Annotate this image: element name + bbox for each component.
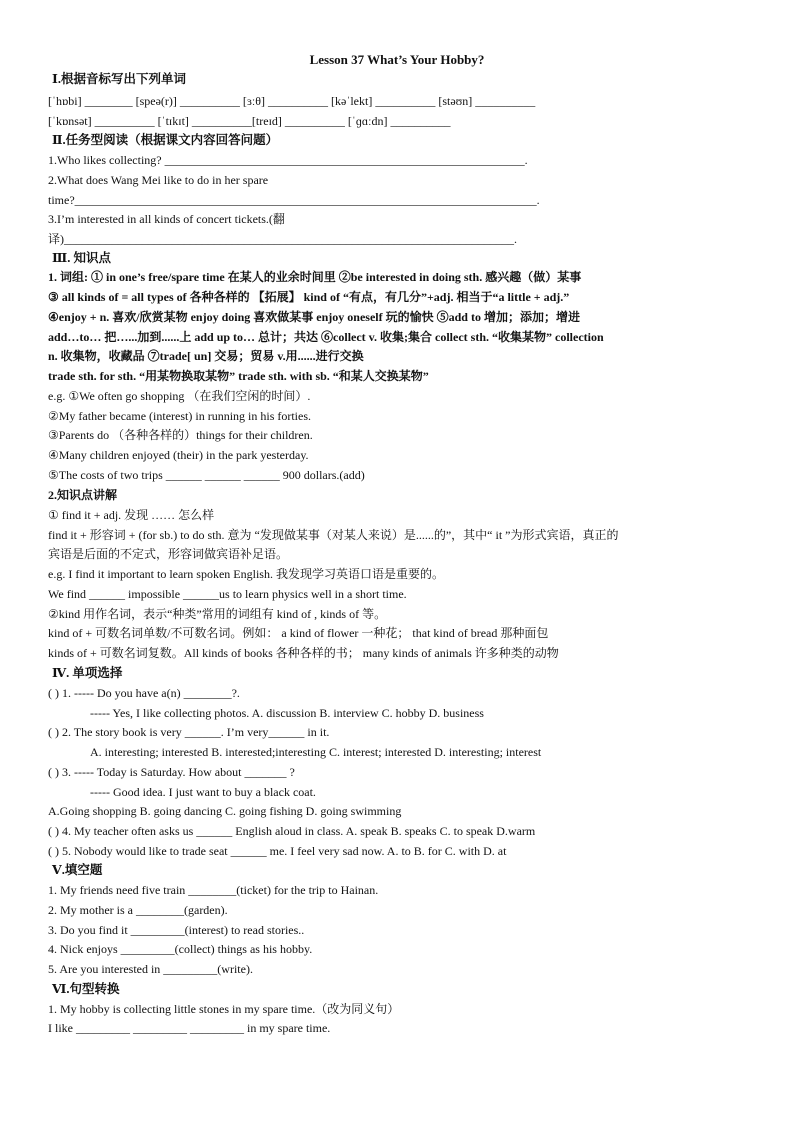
line-s5-q4: 4. Nick enjoys _________(collect) things as his hobby. xyxy=(48,942,313,956)
line-s3-2h: kinds of + 可数名词复数。All kinds of books 各种各样的书； many kinds of animals 许多种类的动物 xyxy=(48,646,559,660)
line-s2-q1: 1.Who likes collecting? ____________________________________________________________. xyxy=(48,153,528,167)
line-s3-eg5: ⑤The costs of two trips ______ ______ ______ 900 dollars.(add) xyxy=(48,468,365,482)
line-s3-2head: 2.知识点讲解 xyxy=(48,488,118,502)
line-s6-q1: 1. My hobby is collecting little stones in my spare time.（改为同义句） xyxy=(48,1002,400,1016)
line-s3-2f: ②kind 用作名词，表示“种类”常用的词组有 kind of , kinds of 等。 xyxy=(48,607,387,621)
line-s2-q3a: 3.I’m interested in all kinds of concert tickets.(翻 xyxy=(48,212,285,226)
line-s3-l5: n. 收集物，收藏品 ⑦trade[ un] 交易；贸易 v.用......进行交换 xyxy=(48,349,364,363)
line-s3-l6: trade sth. for sth. “用某物换取某物” trade sth. with sb. “和某人交换某物” xyxy=(48,369,429,383)
line-s3-2c: 宾语是后面的不定式，形容词做宾语补足语。 xyxy=(48,547,289,561)
line-s4-q3b: ----- Good idea. I just want to buy a black coat. xyxy=(90,785,316,799)
line-s3-eg1: e.g. ①We often go shopping （在我们空闲的时间）. xyxy=(48,389,311,403)
line-s4-head: Ⅳ. 单项选择 xyxy=(52,666,123,680)
line-s3-2d: e.g. I find it important to learn spoken English. 我发现学习英语口语是重要的。 xyxy=(48,567,444,581)
line-s2-q3b: 译)___________________________________________________________________________. xyxy=(48,232,517,246)
line-s3-l4: add…to… 把…...加到......上 add up to… 总计；共达 ⑥collect v. 收集;集合 collect sth. “收集某物” collection xyxy=(48,330,604,344)
line-s3-l3: ④enjoy + n. 喜欢/欣赏某物 enjoy doing 喜欢做某事 enjoy oneself 玩的愉快 ⑤add to 增加；添加；增进 xyxy=(48,310,580,324)
line-s1-head: Ⅰ.根据音标写出下列单词 xyxy=(52,72,186,86)
line-s3-2g: kind of + 可数名词单数/不可数名词。例如： a kind of flower 一种花； that kind of bread 那种面包 xyxy=(48,626,549,640)
line-s4-q2b: A. interesting; interested B. interested;interesting C. interest; interested D. interesting; interest xyxy=(90,745,542,759)
line-s3-eg2: ②My father became (interest) in running in his forties. xyxy=(48,409,312,423)
line-s3-eg4: ④Many children enjoyed (their) in the park yesterday. xyxy=(48,448,309,462)
line-s6-q1b: I like _________ _________ _________ in my spare time. xyxy=(48,1021,331,1035)
line-s3-2b: find it + 形容词 + (for sb.) to do sth. 意为 “发现做某事（对某人来说）是......的”，其中“ it ”为形式宾语，真正的 xyxy=(48,528,619,542)
line-s4-q1: ( ) 1. ----- Do you have a(n) ________?. xyxy=(48,686,240,700)
line-s3-head: Ⅲ. 知识点 xyxy=(52,251,111,265)
line-s4-q3c: A.Going shopping B. going dancing C. going fishing D. going swimming xyxy=(48,804,402,818)
line-s4-q1b: ----- Yes, I like collecting photos. A. discussion B. interview C. hobby D. business xyxy=(90,706,484,720)
line-s5-q3: 3. Do you find it _________(interest) to read stories.. xyxy=(48,923,305,937)
line-s4-q3: ( ) 3. ----- Today is Saturday. How about _______ ? xyxy=(48,765,295,779)
line-s4-q5: ( ) 5. Nobody would like to trade seat ______ me. I feel very sad now. A. to B. for C. with D. at xyxy=(48,844,507,858)
line-s1-row1: [ˈhɒbi] ________ [speə(r)] __________ [ɜːθ] __________ [kəˈlekt] __________ [stəʊn] __________ xyxy=(48,94,536,108)
page-title: Lesson 37 What’s Your Hobby? xyxy=(309,52,485,67)
line-s6-head: Ⅵ.句型转换 xyxy=(52,982,120,996)
line-s3-eg3: ③Parents do （各种各样的）things for their children. xyxy=(48,428,313,442)
line-s4-q2: ( ) 2. The story book is very ______. I’m very______ in it. xyxy=(48,725,330,739)
line-s3-2a: ① find it + adj. 发现 …… 怎么样 xyxy=(48,508,215,522)
line-s2-q2b: time?_____________________________________________________________________________. xyxy=(48,193,540,207)
line-s3-l1: 1. 词组: ① in one’s free/spare time 在某人的业余时间里 ②be interested in doing sth. 感兴趣（做）某事 xyxy=(48,270,582,284)
line-s5-q1: 1. My friends need five train ________(ticket) for the trip to Hainan. xyxy=(48,883,379,897)
line-s3-l2: ③ all kinds of = all types of 各种各样的 【拓展】 kind of “有点，有几分”+adj. 相当于“a little + adj.” xyxy=(48,290,570,304)
line-s1-row2: [ˈkɒnsət] __________ [ˈtɪkɪt] __________[treɪd] __________ [ˈɡɑːdn] __________ xyxy=(48,114,451,128)
line-s5-q2: 2. My mother is a ________(garden). xyxy=(48,903,228,917)
line-s3-2e: We find ______ impossible ______us to learn physics well in a short time. xyxy=(48,587,407,601)
line-s4-q4: ( ) 4. My teacher often asks us ______ English aloud in class. A. speak B. speaks C. to speak D.warm xyxy=(48,824,536,838)
line-s2-q2a: 2.What does Wang Mei like to do in her spare xyxy=(48,173,269,187)
line-s5-head: Ⅴ.填空题 xyxy=(52,863,103,877)
line-s2-head: Ⅱ.任务型阅读（根据课文内容回答问题） xyxy=(52,133,279,147)
line-s5-q5: 5. Are you interested in _________(write). xyxy=(48,962,253,976)
